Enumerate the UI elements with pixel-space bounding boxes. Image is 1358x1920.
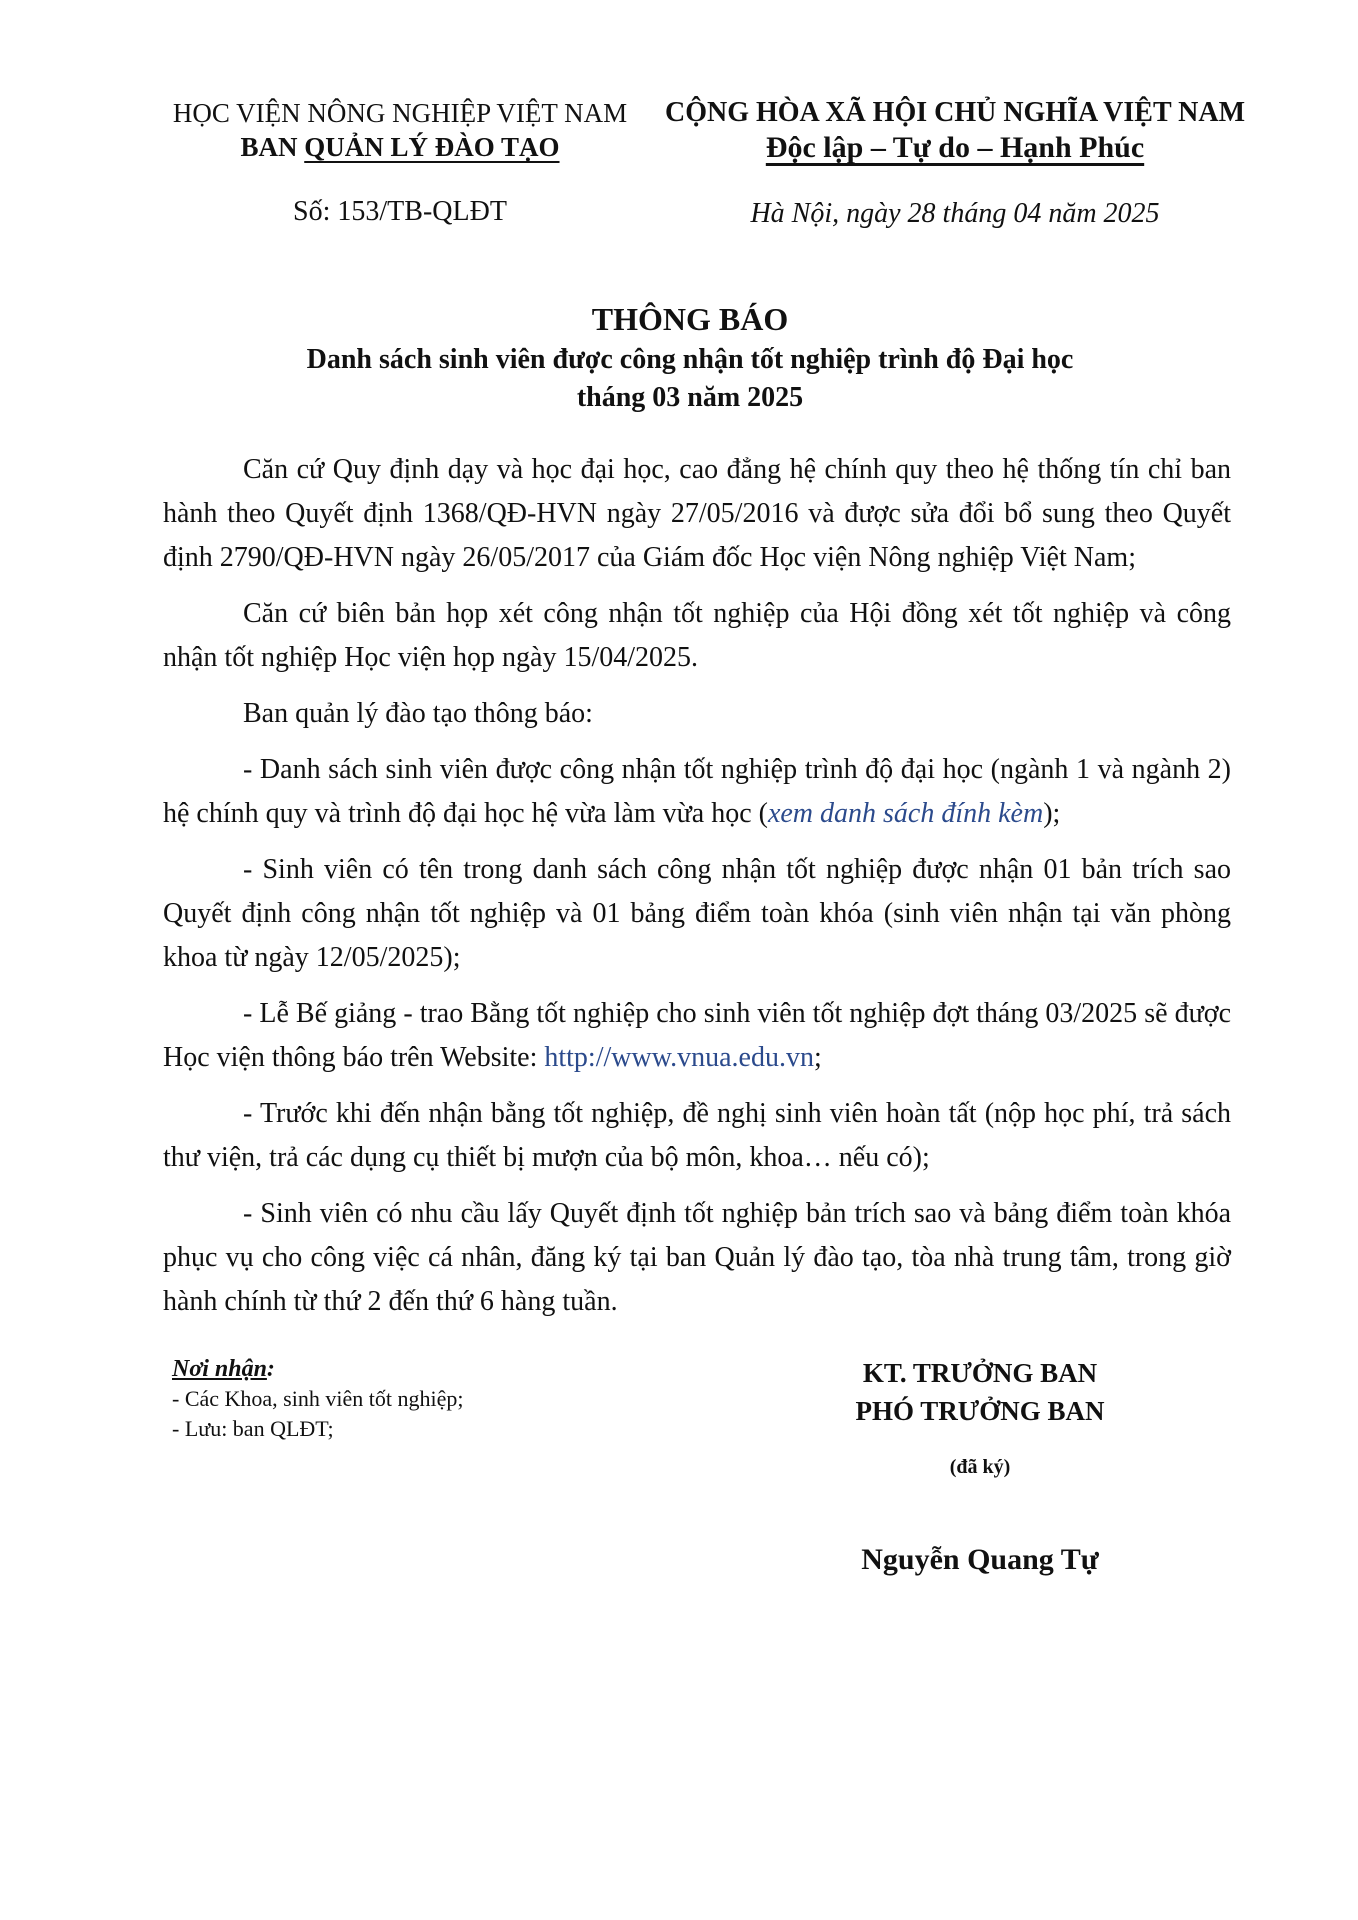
document-title: THÔNG BÁO: [591, 301, 789, 337]
nation-name: CỘNG HÒA XÃ HỘI CHỦ NGHĨA VIỆT NAM: [664, 97, 1246, 128]
signature-block: [770, 1354, 1190, 1577]
document-subtitle-line2: tháng 03 năm 2025: [576, 382, 804, 413]
ceremony-end: ;: [813, 1042, 822, 1073]
signer-name: Nguyễn Quang Tự: [861, 1543, 1099, 1576]
national-motto: Độc lập – Tự do – Hạnh Phúc: [765, 131, 1145, 164]
document-body: [163, 448, 1231, 1336]
department-underlined: QUẢN LÝ ĐÀO TẠO: [304, 132, 560, 162]
attached-list-link[interactable]: xem danh sách đính kèm: [767, 798, 1044, 829]
document-subtitle-line1: Danh sách sinh viên được công nhận tốt nghiệp trình độ Đại học: [306, 344, 1074, 375]
title-block: [150, 297, 1230, 417]
paragraph-prerequisites: - Trước khi đến nhận bằng tốt nghiệp, đề nghị sinh viên hoàn tất (nộp học phí, trả sách thư viện, trả các dụng cụ thiết bị mượn của bộ môn, khoa… nếu có);: [163, 1098, 1231, 1173]
website-link[interactable]: http://www.vnua.edu.vn: [544, 1042, 814, 1073]
paragraph-extra-copies: - Sinh viên có nhu cầu lấy Quyết định tốt nghiệp bản trích sao và bảng điểm toàn khóa phục vụ cho công việc cá nhân, đăng ký tại ban Quản lý đào tạo, tòa nhà trung tâm, trong giờ hành chính từ thứ 2 đến thứ 6 hàng tuần.: [163, 1198, 1231, 1317]
document-date: Hà Nội, ngày 28 tháng 04 năm 2025: [750, 198, 1160, 229]
document-number: Số: 153/TB-QLĐT: [293, 196, 507, 227]
recipients-heading-colon: :: [266, 1356, 275, 1382]
recipients-heading: [172, 1354, 612, 1384]
paragraph-graduate-list: [163, 748, 1231, 836]
paragraph-basis-meeting: Căn cứ biên bản họp xét công nhận tốt nghiệp của Hội đồng xét tốt nghiệp và công nhận tốt nghiệp Học viện họp ngày 15/04/2025.: [163, 598, 1231, 673]
graduate-list-text: - Danh sách sinh viên được công nhận tốt nghiệp trình độ đại học (ngành 1 và ngành 2) hệ chính quy và trình độ đại học hệ vừa làm vừa học (: [163, 754, 1231, 829]
paragraph-basis-regulation: Căn cứ Quy định dạy và học đại học, cao đẳng hệ chính quy theo hệ thống tín chỉ ban hành theo Quyết định 1368/QĐ-HVN ngày 27/05/2016 và được sửa đổi bổ sung theo Quyết định 2790/QĐ-HVN ngày 26/05/2017 của Giám đốc Học viện Nông nghiệp Việt Nam;: [163, 454, 1231, 573]
recipient-item: - Lưu: ban QLĐT;: [172, 1416, 334, 1441]
department-prefix: BAN: [240, 132, 305, 162]
recipients-block: [172, 1354, 612, 1444]
recipients-heading-text: Nơi nhận: [172, 1356, 267, 1382]
issuer-block: [150, 96, 650, 164]
recipient-item: - Các Khoa, sinh viên tốt nghiệp;: [172, 1386, 464, 1411]
signer-title-1: KT. TRƯỞNG BAN: [862, 1358, 1098, 1388]
national-header: [655, 96, 1255, 166]
paragraph-documents-receipt: - Sinh viên có tên trong danh sách công nhận tốt nghiệp được nhận 01 bản trích sao Quyết định công nhận tốt nghiệp và 01 bảng điểm toàn khóa (sinh viên nhận tại văn phòng khoa từ ngày 12/05/2025);: [163, 854, 1231, 973]
graduate-list-end: );: [1043, 798, 1061, 829]
department-name: [150, 130, 650, 164]
paragraph-announcement-intro: Ban quản lý đào tạo thông báo:: [243, 698, 593, 729]
organization-name: HỌC VIỆN NÔNG NGHIỆP VIỆT NAM: [172, 98, 628, 128]
signer-title-2: PHÓ TRƯỞNG BAN: [855, 1396, 1105, 1426]
signed-note: (đã ký): [949, 1456, 1011, 1478]
paragraph-ceremony: [163, 992, 1231, 1080]
ceremony-text: - Lễ Bế giảng - trao Bằng tốt nghiệp cho sinh viên tốt nghiệp đợt tháng 03/2025 sẽ được Học viện thông báo trên Website:: [163, 998, 1231, 1073]
